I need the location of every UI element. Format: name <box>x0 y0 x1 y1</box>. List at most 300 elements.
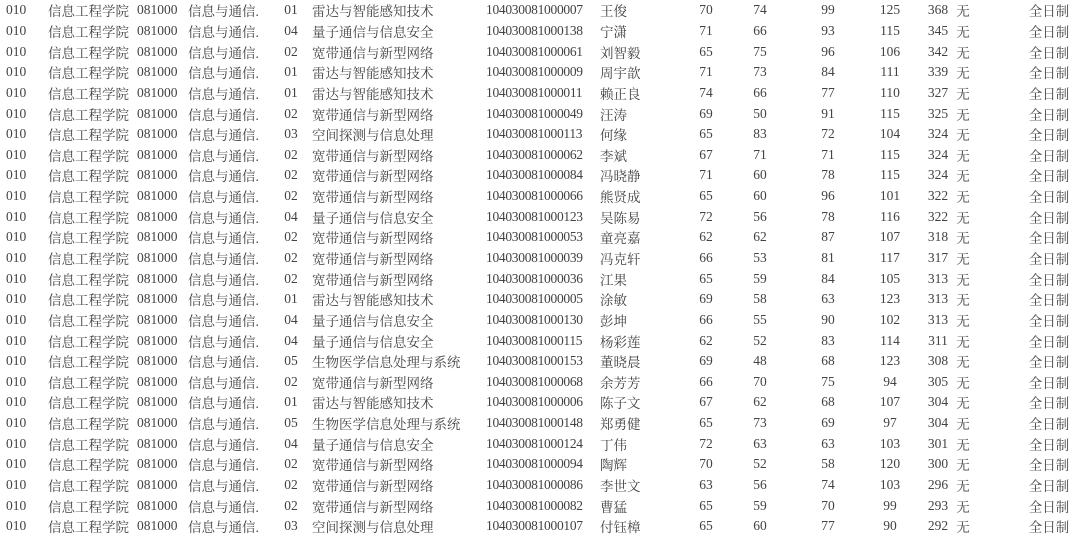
cell-direction-code: 02 <box>284 167 298 183</box>
cell-college: 信息工程学院 <box>48 45 129 61</box>
cell-major-code: 081000 <box>137 373 178 389</box>
cell-score4: 120 <box>879 456 901 472</box>
cell-direction: 生物医学信息处理与系统 <box>312 417 461 433</box>
cell-score4: 106 <box>879 43 901 59</box>
cell-direction-code: 01 <box>284 64 298 80</box>
cell-score3: 91 <box>821 105 835 121</box>
cell-score3: 96 <box>821 43 835 59</box>
cell-score1: 65 <box>699 188 713 204</box>
cell-dept-code: 010 <box>6 126 27 142</box>
cell-direction-code: 02 <box>284 250 298 265</box>
cell-direction: 宽带通信与新型网络 <box>312 45 434 61</box>
cell-total: 305 <box>927 373 949 389</box>
cell-dept-code: 010 <box>6 332 27 348</box>
cell-score3: 75 <box>821 373 835 389</box>
cell-note: 无 <box>956 375 970 391</box>
cell-note: 无 <box>956 458 970 474</box>
cell-study-mode: 全日制 <box>1028 24 1070 40</box>
cell-direction-code: 02 <box>284 146 298 162</box>
cell-college: 信息工程学院 <box>48 437 129 453</box>
cell-study-mode: 全日制 <box>1028 355 1070 371</box>
cell-score2: 53 <box>753 250 767 265</box>
cell-major-name: 信息与通信. <box>188 458 259 474</box>
cell-direction-code: 01 <box>284 2 298 18</box>
cell-dept-code: 010 <box>6 22 27 38</box>
table-row <box>0 248 1080 269</box>
cell-study-mode: 全日制 <box>1028 4 1070 20</box>
cell-name: 冯克轩 <box>600 252 641 267</box>
cell-score4: 114 <box>880 332 900 348</box>
cell-direction: 量子通信与信息安全 <box>312 334 434 350</box>
cell-student-id: 104030081000009 <box>486 64 583 80</box>
cell-dept-code: 010 <box>6 167 27 183</box>
cell-name: 董晓晨 <box>600 355 641 371</box>
cell-dept-code: 010 <box>6 435 27 451</box>
table-row <box>0 392 1080 413</box>
cell-score1: 72 <box>699 208 713 224</box>
cell-major-code: 081000 <box>137 435 178 451</box>
cell-score1: 62 <box>699 332 713 348</box>
cell-dept-code: 010 <box>6 373 27 389</box>
cell-score2: 50 <box>753 105 767 121</box>
cell-study-mode: 全日制 <box>1028 86 1070 102</box>
cell-major-code: 081000 <box>137 188 178 204</box>
cell-score4: 116 <box>880 208 900 224</box>
table-row <box>0 372 1080 393</box>
cell-major-name: 信息与通信. <box>188 396 259 412</box>
cell-major-code: 081000 <box>137 311 178 327</box>
cell-direction: 宽带通信与新型网络 <box>312 148 434 164</box>
cell-total: 368 <box>927 2 949 18</box>
cell-major-name: 信息与通信. <box>188 479 259 495</box>
cell-name: 李斌 <box>600 148 627 164</box>
cell-score3: 68 <box>821 353 835 369</box>
cell-direction: 量子通信与信息安全 <box>312 210 434 226</box>
cell-name: 曹猛 <box>600 499 627 515</box>
cell-score3: 77 <box>821 518 835 534</box>
cell-total: 292 <box>927 518 949 534</box>
cell-score1: 66 <box>699 311 713 327</box>
cell-student-id: 104030081000138 <box>486 22 583 38</box>
cell-score1: 69 <box>699 291 713 307</box>
cell-study-mode: 全日制 <box>1028 190 1070 206</box>
cell-direction-code: 02 <box>284 270 298 286</box>
cell-score1: 67 <box>699 394 713 410</box>
cell-study-mode: 全日制 <box>1028 334 1070 350</box>
cell-note: 无 <box>956 520 970 536</box>
cell-total: 322 <box>927 188 949 204</box>
cell-direction-code: 03 <box>284 518 298 534</box>
cell-note: 无 <box>956 86 970 102</box>
cell-score2: 70 <box>753 373 767 389</box>
cell-student-id: 104030081000049 <box>486 105 583 121</box>
cell-study-mode: 全日制 <box>1028 45 1070 61</box>
cell-direction-code: 04 <box>284 22 298 38</box>
cell-direction-code: 01 <box>284 394 298 410</box>
cell-dept-code: 010 <box>6 84 27 100</box>
cell-direction-code: 04 <box>284 332 298 348</box>
cell-major-code: 081000 <box>137 146 178 162</box>
cell-score2: 73 <box>753 415 767 431</box>
cell-score3: 93 <box>821 22 835 38</box>
cell-score1: 70 <box>699 456 713 472</box>
cell-dept-code: 010 <box>6 497 27 513</box>
cell-score1: 66 <box>699 373 713 389</box>
cell-major-name: 信息与通信. <box>188 313 259 329</box>
cell-direction: 空间探测与信息处理 <box>312 520 434 536</box>
cell-score3: 71 <box>821 146 835 162</box>
cell-score3: 63 <box>821 435 835 451</box>
cell-name: 李世文 <box>600 479 641 495</box>
cell-score3: 72 <box>821 126 835 142</box>
cell-note: 无 <box>956 148 970 164</box>
cell-score2: 59 <box>753 497 767 513</box>
cell-score1: 69 <box>699 105 713 121</box>
cell-major-name: 信息与通信. <box>188 128 259 144</box>
cell-student-id: 104030081000061 <box>486 43 583 59</box>
table-row <box>0 351 1080 372</box>
cell-study-mode: 全日制 <box>1028 396 1070 412</box>
cell-major-code: 081000 <box>137 43 178 59</box>
cell-major-name: 信息与通信. <box>188 107 259 123</box>
cell-score2: 66 <box>753 84 767 100</box>
cell-note: 无 <box>956 396 970 412</box>
table-row <box>0 83 1080 104</box>
cell-name: 童亮嘉 <box>600 231 641 247</box>
cell-college: 信息工程学院 <box>48 313 129 329</box>
table-row <box>0 206 1080 227</box>
cell-study-mode: 全日制 <box>1028 313 1070 329</box>
cell-major-code: 081000 <box>137 167 178 183</box>
cell-total: 327 <box>927 84 949 100</box>
cell-direction: 宽带通信与新型网络 <box>312 252 434 267</box>
cell-name: 刘智毅 <box>600 45 641 61</box>
cell-note: 无 <box>956 4 970 20</box>
cell-study-mode: 全日制 <box>1028 437 1070 453</box>
cell-name: 汪涛 <box>600 107 627 123</box>
cell-total: 293 <box>927 497 949 513</box>
cell-student-id: 104030081000066 <box>486 188 583 204</box>
cell-score1: 63 <box>699 477 713 493</box>
cell-dept-code: 010 <box>6 43 27 59</box>
cell-direction-code: 02 <box>284 456 298 472</box>
cell-major-name: 信息与通信. <box>188 24 259 40</box>
cell-direction-code: 05 <box>284 353 298 369</box>
cell-note: 无 <box>956 252 970 267</box>
table-row <box>0 475 1080 496</box>
cell-name: 郑勇健 <box>600 417 641 433</box>
cell-score3: 68 <box>821 394 835 410</box>
cell-total: 300 <box>927 456 949 472</box>
cell-student-id: 104030081000130 <box>486 311 583 327</box>
cell-total: 313 <box>927 291 949 307</box>
cell-student-id: 104030081000005 <box>486 291 583 307</box>
cell-major-name: 信息与通信. <box>188 334 259 350</box>
cell-major-name: 信息与通信. <box>188 148 259 164</box>
cell-major-code: 081000 <box>137 126 178 142</box>
cell-note: 无 <box>956 313 970 329</box>
cell-score2: 63 <box>753 435 767 451</box>
cell-major-name: 信息与通信. <box>188 252 259 267</box>
cell-major-code: 081000 <box>137 497 178 513</box>
cell-study-mode: 全日制 <box>1028 66 1070 82</box>
cell-major-name: 信息与通信. <box>188 499 259 515</box>
cell-direction-code: 01 <box>284 84 298 100</box>
cell-total: 301 <box>927 435 949 451</box>
cell-study-mode: 全日制 <box>1028 272 1070 288</box>
cell-name: 吴陈易 <box>600 210 641 226</box>
cell-score3: 90 <box>821 311 835 327</box>
cell-major-name: 信息与通信. <box>188 272 259 288</box>
cell-student-id: 104030081000115 <box>486 332 583 348</box>
cell-college: 信息工程学院 <box>48 520 129 536</box>
cell-major-name: 信息与通信. <box>188 4 259 20</box>
cell-major-code: 081000 <box>137 2 178 18</box>
cell-direction: 宽带通信与新型网络 <box>312 107 434 123</box>
cell-total: 324 <box>927 126 949 142</box>
cell-score1: 71 <box>699 64 713 80</box>
cell-student-id: 104030081000113 <box>486 126 583 142</box>
cell-score4: 104 <box>879 126 901 142</box>
cell-direction-code: 04 <box>284 435 298 451</box>
cell-score4: 115 <box>880 22 900 38</box>
cell-note: 无 <box>956 417 970 433</box>
cell-dept-code: 010 <box>6 146 27 162</box>
cell-college: 信息工程学院 <box>48 417 129 433</box>
table-row <box>0 413 1080 434</box>
cell-dept-code: 010 <box>6 353 27 369</box>
cell-study-mode: 全日制 <box>1028 169 1070 185</box>
cell-student-id: 104030081000006 <box>486 394 583 410</box>
cell-major-name: 信息与通信. <box>188 66 259 82</box>
cell-major-name: 信息与通信. <box>188 169 259 185</box>
cell-score1: 65 <box>699 518 713 534</box>
cell-dept-code: 010 <box>6 2 27 18</box>
cell-total: 339 <box>927 64 949 80</box>
cell-score4: 115 <box>880 167 900 183</box>
cell-direction: 空间探测与信息处理 <box>312 128 434 144</box>
cell-name: 何缘 <box>600 128 627 144</box>
cell-college: 信息工程学院 <box>48 86 129 102</box>
cell-score3: 69 <box>821 415 835 431</box>
cell-score4: 101 <box>879 188 901 204</box>
cell-study-mode: 全日制 <box>1028 231 1070 247</box>
cell-student-id: 104030081000086 <box>486 477 583 493</box>
cell-score3: 81 <box>821 250 835 265</box>
cell-major-code: 081000 <box>137 332 178 348</box>
cell-major-code: 081000 <box>137 415 178 431</box>
cell-direction: 量子通信与信息安全 <box>312 437 434 453</box>
cell-score3: 63 <box>821 291 835 307</box>
cell-college: 信息工程学院 <box>48 293 129 309</box>
cell-study-mode: 全日制 <box>1028 375 1070 391</box>
table-row <box>0 495 1080 516</box>
cell-direction-code: 05 <box>284 415 298 431</box>
cell-score1: 74 <box>699 84 713 100</box>
cell-dept-code: 010 <box>6 188 27 204</box>
cell-score4: 125 <box>879 2 901 18</box>
cell-score2: 52 <box>753 456 767 472</box>
cell-direction: 生物医学信息处理与系统 <box>312 355 461 371</box>
cell-direction: 宽带通信与新型网络 <box>312 169 434 185</box>
cell-name: 陈子文 <box>600 396 641 412</box>
cell-name: 赖正良 <box>600 86 641 102</box>
cell-note: 无 <box>956 24 970 40</box>
cell-direction: 宽带通信与新型网络 <box>312 458 434 474</box>
cell-name: 宁潇 <box>600 24 627 40</box>
cell-note: 无 <box>956 231 970 247</box>
cell-total: 317 <box>927 250 949 265</box>
table-row <box>0 41 1080 62</box>
cell-student-id: 104030081000053 <box>486 229 583 245</box>
cell-major-name: 信息与通信. <box>188 520 259 536</box>
cell-score2: 55 <box>753 311 767 327</box>
cell-score1: 65 <box>699 497 713 513</box>
table-row <box>0 124 1080 145</box>
table-row <box>0 0 1080 21</box>
cell-score2: 59 <box>753 270 767 286</box>
cell-direction: 宽带通信与新型网络 <box>312 272 434 288</box>
cell-note: 无 <box>956 210 970 226</box>
cell-major-name: 信息与通信. <box>188 45 259 61</box>
table-row <box>0 433 1080 454</box>
cell-major-name: 信息与通信. <box>188 375 259 391</box>
cell-student-id: 104030081000062 <box>486 146 583 162</box>
cell-study-mode: 全日制 <box>1028 520 1070 536</box>
cell-direction: 量子通信与信息安全 <box>312 24 434 40</box>
cell-direction-code: 02 <box>284 373 298 389</box>
cell-score3: 78 <box>821 167 835 183</box>
cell-major-name: 信息与通信. <box>188 355 259 371</box>
cell-total: 325 <box>927 105 949 121</box>
cell-student-id: 104030081000068 <box>486 373 583 389</box>
cell-score2: 83 <box>753 126 767 142</box>
cell-dept-code: 010 <box>6 311 27 327</box>
cell-major-name: 信息与通信. <box>188 231 259 247</box>
table-row <box>0 103 1080 124</box>
cell-total: 313 <box>927 311 949 327</box>
cell-total: 304 <box>927 394 949 410</box>
cell-total: 345 <box>927 22 949 38</box>
cell-score1: 67 <box>699 146 713 162</box>
cell-student-id: 104030081000107 <box>486 518 583 534</box>
cell-direction-code: 02 <box>284 43 298 59</box>
cell-direction: 量子通信与信息安全 <box>312 313 434 329</box>
cell-college: 信息工程学院 <box>48 334 129 350</box>
cell-score4: 123 <box>879 291 901 307</box>
cell-direction: 雷达与智能感知技术 <box>312 4 434 20</box>
cell-score1: 65 <box>699 43 713 59</box>
cell-dept-code: 010 <box>6 415 27 431</box>
cell-college: 信息工程学院 <box>48 355 129 371</box>
cell-major-code: 081000 <box>137 84 178 100</box>
cell-direction-code: 04 <box>284 208 298 224</box>
cell-name: 涂敏 <box>600 293 627 309</box>
cell-score4: 107 <box>879 229 901 245</box>
cell-score3: 77 <box>821 84 835 100</box>
cell-total: 311 <box>928 332 948 348</box>
cell-major-name: 信息与通信. <box>188 190 259 206</box>
cell-college: 信息工程学院 <box>48 148 129 164</box>
cell-score4: 94 <box>883 373 897 389</box>
cell-direction-code: 02 <box>284 105 298 121</box>
table-row <box>0 62 1080 83</box>
cell-college: 信息工程学院 <box>48 107 129 123</box>
cell-direction-code: 04 <box>284 311 298 327</box>
cell-note: 无 <box>956 107 970 123</box>
cell-note: 无 <box>956 355 970 371</box>
cell-total: 324 <box>927 146 949 162</box>
cell-score2: 56 <box>753 208 767 224</box>
cell-direction: 宽带通信与新型网络 <box>312 231 434 247</box>
cell-direction: 雷达与智能感知技术 <box>312 86 434 102</box>
cell-note: 无 <box>956 499 970 515</box>
cell-dept-code: 010 <box>6 229 27 245</box>
cell-college: 信息工程学院 <box>48 252 129 267</box>
cell-score4: 103 <box>879 435 901 451</box>
cell-study-mode: 全日制 <box>1028 479 1070 495</box>
cell-name: 王俊 <box>600 4 627 20</box>
cell-score1: 70 <box>699 2 713 18</box>
cell-direction: 宽带通信与新型网络 <box>312 479 434 495</box>
cell-score1: 65 <box>699 415 713 431</box>
cell-score3: 96 <box>821 188 835 204</box>
cell-direction-code: 03 <box>284 126 298 142</box>
cell-score3: 70 <box>821 497 835 513</box>
table-row <box>0 289 1080 310</box>
cell-student-id: 104030081000153 <box>486 353 583 369</box>
cell-college: 信息工程学院 <box>48 396 129 412</box>
cell-score4: 105 <box>879 270 901 286</box>
cell-major-name: 信息与通信. <box>188 417 259 433</box>
cell-direction: 雷达与智能感知技术 <box>312 293 434 309</box>
cell-study-mode: 全日制 <box>1028 107 1070 123</box>
cell-name: 冯晓静 <box>600 169 641 185</box>
cell-score1: 65 <box>699 270 713 286</box>
cell-total: 304 <box>927 415 949 431</box>
cell-student-id: 104030081000011 <box>486 84 583 100</box>
cell-note: 无 <box>956 479 970 495</box>
cell-major-code: 081000 <box>137 477 178 493</box>
cell-score2: 60 <box>753 167 767 183</box>
cell-dept-code: 010 <box>6 291 27 307</box>
cell-major-code: 081000 <box>137 229 178 245</box>
cell-student-id: 104030081000094 <box>486 456 583 472</box>
table-row <box>0 454 1080 475</box>
table-row <box>0 516 1080 537</box>
cell-score2: 75 <box>753 43 767 59</box>
cell-student-id: 104030081000036 <box>486 270 583 286</box>
cell-score2: 60 <box>753 518 767 534</box>
cell-score2: 62 <box>753 394 767 410</box>
cell-study-mode: 全日制 <box>1028 293 1070 309</box>
cell-college: 信息工程学院 <box>48 66 129 82</box>
cell-student-id: 104030081000123 <box>486 208 583 224</box>
cell-dept-code: 010 <box>6 250 27 265</box>
table-row <box>0 165 1080 186</box>
cell-college: 信息工程学院 <box>48 272 129 288</box>
cell-college: 信息工程学院 <box>48 24 129 40</box>
table-row <box>0 330 1080 351</box>
cell-major-code: 081000 <box>137 291 178 307</box>
cell-score2: 60 <box>753 188 767 204</box>
cell-study-mode: 全日制 <box>1028 417 1070 433</box>
cell-score4: 110 <box>880 84 900 100</box>
cell-major-code: 081000 <box>137 208 178 224</box>
cell-student-id: 104030081000082 <box>486 497 583 513</box>
cell-score4: 107 <box>879 394 901 410</box>
cell-score2: 58 <box>753 291 767 307</box>
